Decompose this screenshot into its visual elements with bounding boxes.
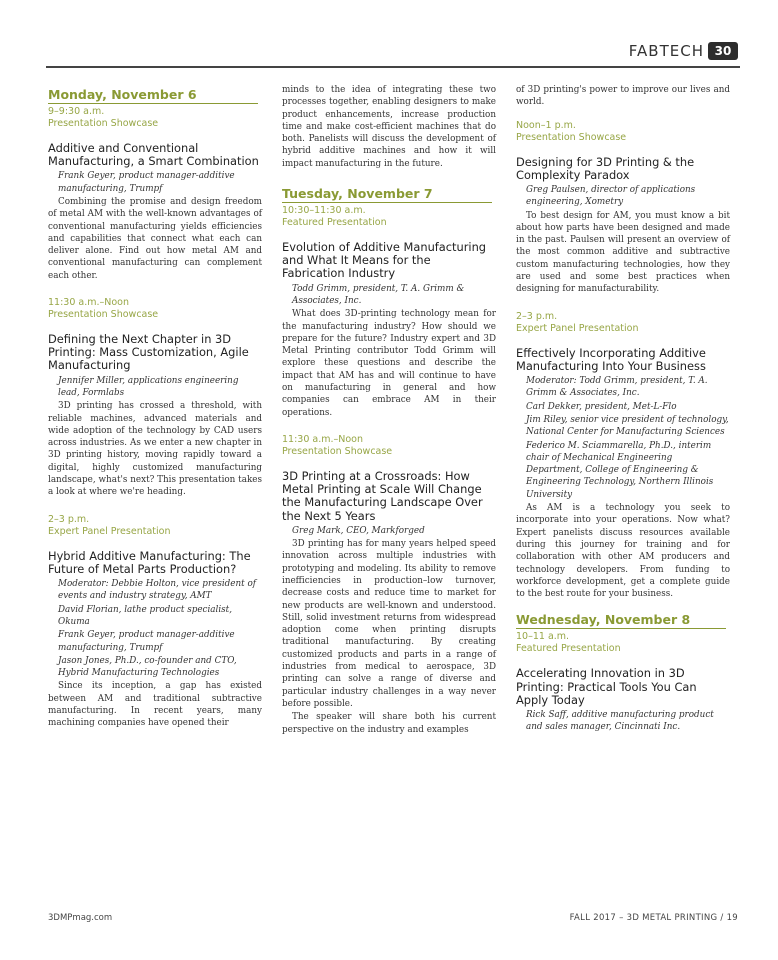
session-speaker: Todd Grimm, president, T. A. Grimm & Associates, Inc. — [292, 283, 465, 306]
header-rule — [46, 66, 740, 68]
session-speaker: Greg Paulsen, director of applications engineering, Xometry — [526, 185, 696, 208]
panelist: Frank Geyer, product manager-additive manufacturing, Trumpf — [58, 630, 235, 653]
session-type: Presentation Showcase — [48, 309, 159, 321]
footer-issue-page: FALL 2017 – 3D METAL PRINTING / 19 — [569, 913, 738, 923]
session-speaker: Rick Saff, additive manufacturing product and sales manager, Cincinnati Inc. — [526, 710, 714, 733]
session-type: Presentation Showcase — [48, 118, 159, 129]
session-title: Designing for 3D Printing & the Complexity Paradox — [516, 154, 695, 182]
session-time: 9–9:30 a.m. — [48, 106, 105, 117]
session-description: What does 3D-printing technology mean for the manufacturing industry? How should we prepare for the future? Industry expert and 3D Metal Printing contributor Todd Grimm will explore these questions and describe the impact that AM has and will continue to have on manufacturing in general and how companies can embrace AM in their operations. — [282, 309, 496, 418]
fabtech-badge-icon: 30 — [708, 42, 738, 60]
session-description: The speaker will share both his current perspective on the industry and examples — [282, 712, 496, 735]
panelist: Carl Dekker, president, Met-L-Flo — [526, 401, 677, 412]
footer-website: 3DMPmag.com — [48, 913, 113, 923]
panelist: Jason Jones, Ph.D., co-founder and CTO, Hybrid Manufacturing Technologies — [58, 655, 237, 679]
column-3 — [516, 84, 730, 735]
session-title: Hybrid Additive Manufacturing: The Future of Metal Parts Production? — [48, 548, 251, 576]
session-type: Presentation Showcase — [282, 445, 393, 457]
session-title: Additive and Conventional Manufacturing, a Smart Combination — [48, 141, 259, 169]
session-description: Since its inception, a gap has existed between AM and traditional subtractive manufacturing. In recent years, many machining companies have opened their — [48, 681, 262, 729]
session-title: Defining the Next Chapter in 3D Printing: Mass Customization, Agile Manufacturing — [48, 332, 249, 373]
session-speaker: Frank Geyer, product manager-additive manufacturing, Trumpf — [58, 171, 235, 194]
session-description: 3D printing has crossed a threshold, with reliable machines, advanced materials and wide adoption of the technology by CAD users across industries. As we enter a new chapter in 3D printing history, moving rapidly toward a digital, highly customized manufacturing landscape, what's next? This presentation takes a look at where we're heading. — [48, 401, 262, 498]
session-type: Featured Presentation — [516, 643, 621, 655]
session-time: 11:30 a.m.–Noon — [48, 297, 130, 309]
column-1 — [48, 84, 262, 731]
session-description: 3D printing has for many years helped speed innovation across multiple industries with prototyping and modeling. Its ability to remove inefficiencies in production–low turnover, decrease costs and reduce time to market for new products are well-known and understood. Still, solid investment returns from widespread adoption come when printing disrupts traditional manufacturing. By creating customized products and parts in a range of industries from medical to aerospace, 3D printing can solve a range of diverse and particular industry challenges in a way never before possible. — [282, 539, 496, 709]
day-heading-wednesday: Wednesday, November 8 — [516, 612, 726, 629]
panel-moderator: Moderator: Debbie Holton, vice president of events and industry strategy, AMT — [58, 579, 257, 602]
panelist: Federico M. Sciammarella, Ph.D., interim chair of Mechanical Engineering Department, College of Engineering & Engineering Technology, Northern Illinois University — [526, 440, 714, 500]
panelist: David Florian, lathe product specialist, Okuma — [58, 604, 233, 627]
session-time: 10–11 a.m. — [516, 631, 570, 643]
session-description: Combining the promise and design freedom of metal AM with the well-known advantages of conventional manufacturing yields efficiencies and capabilities that connect what each can deliver alone. Find out how metal AM and conventional manufacturing can complement each other. — [48, 197, 262, 281]
session-speaker: Jennifer Miller, applications engineering lead, Formlabs — [58, 375, 239, 398]
session-title: Evolution of Additive Manufacturing and What It Means for the Fabrication Industry — [282, 240, 487, 281]
session-time: 2–3 p.m. — [48, 513, 90, 525]
session-description: To best design for AM, you must know a bit about how parts have been designed and made in the past. Paulsen will present an overview of the most common additive and subtractive custom manufacturing technologies, how they are used and some best practices when designing for manufacturability. — [516, 210, 730, 295]
column-2 — [282, 84, 496, 737]
session-description: As AM is a technology you seek to incorporate into your operations. Now what? Expert panelists discuss resources available during this journey for training and for collaboration with other AM producers and technology developers. From funding to workforce development, get a complete guide to the best route for your business. — [516, 503, 730, 600]
fabtech-logo — [629, 42, 738, 60]
session-time: Noon–1 p.m. — [516, 119, 576, 131]
continued-description: minds to the idea of integrating these two processes together, enabling designers to make product enhancements, increase production time and make cost-efficient machines that do both. Panelists will discuss the development of hybrid additive machines and how it will impact manufacturing in the future. — [282, 85, 496, 169]
continued-description: of 3D printing's power to improve our lives and world. — [516, 85, 730, 108]
panelist: Jim Riley, senior vice president of technology, National Center for Manufacturing Sciences — [526, 414, 729, 438]
session-type: Expert Panel Presentation — [48, 525, 171, 537]
session-type: Featured Presentation — [282, 217, 387, 229]
brand-text: FABTECH — [628, 42, 704, 60]
session-title: 3D Printing at a Crossroads: How Metal Printing at Scale Will Change the Manufacturing Landscape Over the Next 5 Years — [282, 468, 483, 523]
session-type: Presentation Showcase — [516, 131, 627, 143]
session-time: 2–3 p.m. — [516, 310, 558, 322]
panel-moderator: Moderator: Todd Grimm, president, T. A. Grimm & Associates, Inc. — [526, 376, 708, 399]
session-type: Expert Panel Presentation — [516, 322, 639, 334]
session-title: Effectively Incorporating Additive Manufacturing Into Your Business — [516, 345, 706, 373]
session-time: 10:30–11:30 a.m. — [282, 205, 366, 217]
day-heading-tuesday: Tuesday, November 7 — [282, 186, 492, 203]
day-heading-monday: Monday, November 6 — [48, 87, 258, 104]
session-speaker: Greg Mark, CEO, Markforged — [292, 525, 425, 536]
session-title: Accelerating Innovation in 3D Printing: Practical Tools You Can Apply Today — [516, 666, 697, 707]
session-time: 11:30 a.m.–Noon — [282, 433, 364, 445]
